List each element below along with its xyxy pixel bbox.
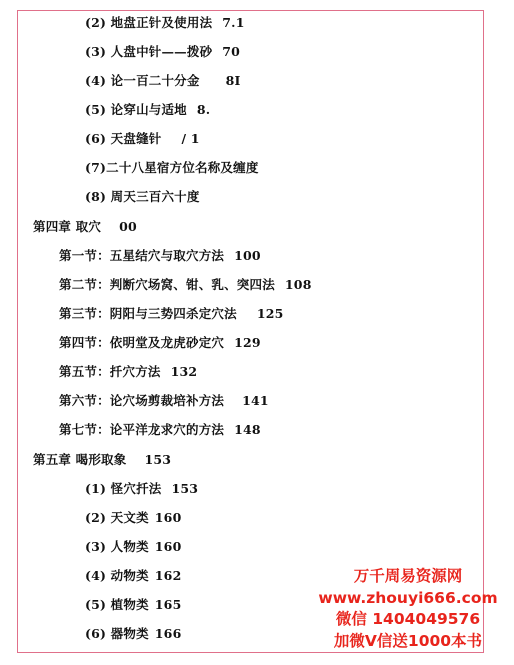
toc-title: (4) 动物类 xyxy=(85,568,149,583)
toc-entry xyxy=(85,626,181,642)
toc-section xyxy=(59,277,312,293)
watermark-offer: 加微V信送1000本书 xyxy=(333,631,483,650)
toc-entry xyxy=(85,539,181,555)
toc-title: 第三节：阴阳与三势四杀定穴法 xyxy=(59,306,237,321)
toc-chapter xyxy=(33,452,171,468)
toc-entry xyxy=(85,568,181,584)
toc-entry xyxy=(85,131,200,147)
toc-section xyxy=(59,364,197,380)
toc-title: (3) 人盘中针——拨砂 xyxy=(85,44,213,59)
toc-page: 129 xyxy=(234,335,261,350)
toc-page: 7.1 xyxy=(222,15,245,30)
toc-title: 第六节：论穴场剪裁培补方法 xyxy=(59,393,225,408)
toc-title: 第五章 喝形取象 xyxy=(33,452,127,467)
toc-entry xyxy=(85,189,210,205)
toc-title: (3) 人物类 xyxy=(85,539,149,554)
toc-title: (7)二十八星宿方位名称及缠度 xyxy=(85,160,259,175)
toc-entry xyxy=(85,102,210,118)
toc-page: 166 xyxy=(154,626,182,641)
toc-page: / 1 xyxy=(181,131,200,146)
toc-title: (2) 天文类 xyxy=(85,510,149,525)
toc-page: 153 xyxy=(171,481,199,496)
toc-title: (8) 周天三百六十度 xyxy=(85,189,200,204)
toc-entry xyxy=(85,15,245,31)
toc-entry xyxy=(85,160,269,176)
toc-title: 第一节：五星结穴与取穴方法 xyxy=(59,248,225,263)
toc-title: (4) 论一百二十分金 xyxy=(85,73,200,88)
watermark xyxy=(308,566,508,652)
toc-page: 8I xyxy=(225,73,241,88)
toc-page: 165 xyxy=(154,597,182,612)
toc-title: 第四章 取穴 xyxy=(33,219,102,234)
toc-title: 第五节：扦穴方法 xyxy=(59,364,161,379)
toc-section xyxy=(59,248,261,264)
toc-title: (5) 植物类 xyxy=(85,597,149,612)
watermark-wechat: 微信 1404049576 xyxy=(335,610,481,628)
toc-page: 108 xyxy=(284,277,312,292)
toc-title: (1) 怪穴扦法 xyxy=(85,481,162,496)
toc-title: (6) 天盘缝针 xyxy=(85,131,162,146)
toc-title: 第四节：依明堂及龙虎砂定穴 xyxy=(59,335,225,350)
watermark-url: www.zhouyi666.com xyxy=(318,588,498,607)
toc-page: 125 xyxy=(256,306,284,321)
toc-section xyxy=(59,335,261,351)
toc-title: 第二节：判断穴场窝、钳、乳、突四法 xyxy=(59,277,275,292)
toc-section xyxy=(59,422,261,438)
toc-page: 160 xyxy=(154,510,182,525)
toc-page: 100 xyxy=(234,248,261,263)
toc-title: (6) 器物类 xyxy=(85,626,149,641)
toc-entry xyxy=(85,73,241,89)
toc-title: (2) 地盘正针及使用法 xyxy=(85,15,213,30)
toc-page: 162 xyxy=(154,568,182,583)
toc-entry xyxy=(85,481,198,497)
toc-entry xyxy=(85,44,240,60)
toc-page: 160 xyxy=(154,539,182,554)
toc-section xyxy=(59,393,269,409)
watermark-site-name: 万千周易资源网 xyxy=(353,567,463,585)
toc-entry xyxy=(85,597,181,613)
toc-page: 141 xyxy=(242,393,269,408)
toc-title: 第七节：论平洋龙求穴的方法 xyxy=(59,422,225,437)
toc-entry xyxy=(85,510,181,526)
toc-page: 00 xyxy=(119,219,137,234)
toc-page: 153 xyxy=(144,452,172,467)
toc-page: 8. xyxy=(196,102,211,117)
toc-page: 70 xyxy=(222,44,241,59)
toc-section xyxy=(59,306,284,322)
toc-title: (5) 论穿山与适地 xyxy=(85,102,187,117)
toc-page: 132 xyxy=(170,364,198,379)
toc-page: 148 xyxy=(234,422,261,437)
toc-chapter xyxy=(33,219,137,235)
